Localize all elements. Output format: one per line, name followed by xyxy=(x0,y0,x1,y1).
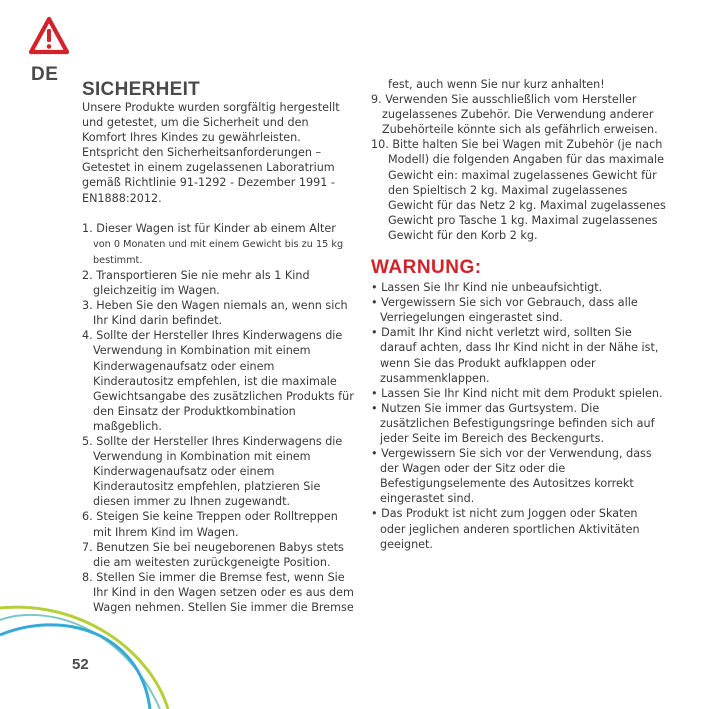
page-number: 52 xyxy=(72,656,89,673)
list-item-text: 1. Dieser Wagen ist für Kinder ab einem Alter xyxy=(82,221,336,235)
list-item xyxy=(82,221,354,268)
warning-item: • Lassen Sie Ihr Kind nie unbeaufsichtigt. xyxy=(371,281,603,295)
decorative-arcs xyxy=(0,580,715,709)
warning-item: • Damit Ihr Kind nicht verletzt wird, sollten Sie darauf achten, dass Ihr Kind nicht in der Nähe ist, wenn Sie das Produkt aufklappen oder zusammenklappen. xyxy=(371,326,659,385)
left-column xyxy=(82,80,354,615)
warning-item: • Nutzen Sie immer das Gurtsystem. Die zusätzlichen Befestigungsringe befinden sich auf jeder Seite im Bereich des Beckengurts. xyxy=(371,401,655,445)
language-code: DE xyxy=(31,64,59,85)
list-item: 8. Stellen Sie immer die Bremse fest, wenn Sie Ihr Kind in den Wagen setzen oder es aus dem Wagen nehmen. Stellen Sie immer die Bremse xyxy=(82,570,354,614)
warning-item: • Das Produkt ist nicht zum Joggen oder Skaten oder jeglichen anderen sportlichen Aktivitäten geeignet. xyxy=(371,507,640,551)
list-item: 2. Transportieren Sie nie mehr als 1 Kind gleichzeitig im Wagen. xyxy=(82,268,310,298)
warning-item: • Vergewissern Sie sich vor der Verwendung, dass der Wagen oder der Sitz oder die Befestigungselemente des Autositzes korrekt eingerastet sind. xyxy=(371,447,652,506)
list-item: 5. Sollte der Hersteller Ihres Kinderwagens die Verwendung in Kombination mit einem Kinderwagenaufsatz oder einem Kinderautositz empfehlen, platzieren Sie diesen immer zu Ihnen zugewandt. xyxy=(82,434,343,509)
list-item: 6. Steigen Sie keine Treppen oder Rolltreppen mit Ihrem Kind im Wagen. xyxy=(82,510,338,539)
right-column xyxy=(371,77,666,552)
section-title-safety: SICHERHEIT xyxy=(82,79,201,100)
warning-triangle-icon xyxy=(28,16,70,56)
warning-item: • Vergewissern Sie sich vor Gebrauch, dass alle Verriegelungen eingerastet sind. xyxy=(371,296,638,325)
list-item: 10. Bitte halten Sie bei Wagen mit Zubehör (je nach Modell) die folgenden Angaben für das maximale Gewicht ein: maximal zugelassenes Gewicht für den Spieltisch 2 kg. Maximal zugelassenes Gewicht für das Netz 2 kg. Maximal zugelassenes Gewicht pro Tasche 1 kg. Maximal zugelassenes Gewicht für den Korb 2 kg. xyxy=(371,138,666,242)
list-item: 9. Verwenden Sie ausschließlich vom Hersteller zugelassenes Zubehör. Die Verwendung anderer Zubehörteile könnte sich als gefährlich erweisen. xyxy=(371,93,658,137)
list-item: 3. Heben Sie den Wagen niemals an, wenn sich Ihr Kind darin befindet. xyxy=(82,299,348,328)
warning-title: WARNUNG: xyxy=(371,257,482,279)
list-continuation: fest, auch wenn Sie nur kurz anhalten! xyxy=(388,78,605,91)
warning-item: • Lassen Sie Ihr Kind nicht mit dem Produkt spielen. xyxy=(371,386,663,400)
warning-list xyxy=(371,280,666,552)
safety-list xyxy=(82,221,354,615)
safety-list-continued xyxy=(371,92,666,243)
list-item: 7. Benutzen Sie bei neugeborenen Babys stets die am weitesten zurückgeneigte Position. xyxy=(82,540,344,569)
intro-paragraph: Unsere Produkte wurden sorgfältig hergestellt und getestet, um die Sicherheit und den Komfort Ihres Kindes zu gewährleisten. Entspricht den Sicherheitsanforderungen – Getestet in einem zugelassenen Laboratrium gemäß Richtlinie 91-1292 - Dezember 1991 - EN1888:2012. xyxy=(82,101,340,205)
list-item-small-text: von 0 Monaten und mit einem Gewicht bis zu 15 kg bestimmt. xyxy=(93,238,344,266)
list-item: 4. Sollte der Hersteller Ihres Kinderwagens die Verwendung in Kombination mit einem Kinderwagenaufsatz oder einem Kinderautositz empfehlen, ist die maximale Gewichtsangabe des zusätzlichen Produkts für den Einsatz der Produktkombination maßgeblich. xyxy=(82,329,354,433)
